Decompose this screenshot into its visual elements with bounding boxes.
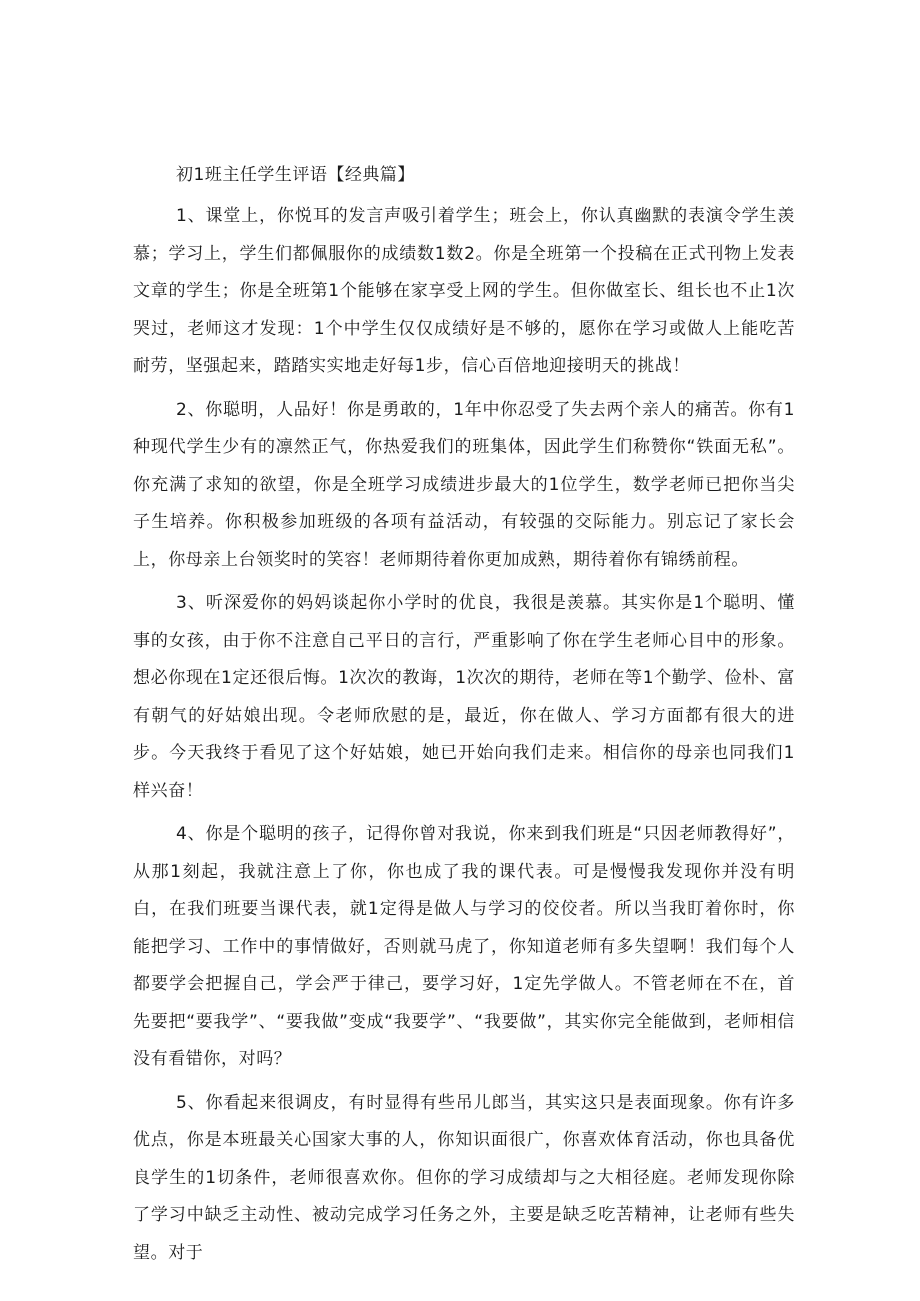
- document-title: 初1班主任学生评语【经典篇】: [176, 165, 415, 185]
- document-body: [133, 158, 795, 1278]
- comment-paragraph-3: 3、听深爱你的妈妈谈起你小学时的优良，我很是羡慕。其实你是1个聪明、懂事的女孩，由于你不注意自己平日的言行，严重影响了你在学生老师心目中的形象。想必你现在1定还很后悔。1次次的教诲，1次次的期待，老师在等1个勤学、俭朴、富有朝气的好姑娘出现。令老师欣慰的是，最近，你在做人、学习方面都有很大的进步。今天我终于看见了这个好姑娘，她已开始向我们走来。相信你的母亲也同我们1样兴奋！: [133, 593, 795, 801]
- comment-paragraph-4: 4、你是个聪明的孩子，记得你曾对我说，你来到我们班是“只因老师教得好”，从那1刻起，我就注意上了你，你也成了我的课代表。可是慢慢我发现你并没有明白，在我们班要当课代表，就1定得是做人与学习的佼佼者。所以当我盯着你时，你能把学习、工作中的事情做好，否则就马虎了，你知道老师有多失望啊！我们每个人都要学会把握自己，学会严于律己，要学习好，1定先学做人。不管老师在不在，首先要把“要我学”、“要我做”变成“我要学”、“我要做”，其实你完全能做到，老师相信没有看错你，对吗？: [133, 824, 795, 1069]
- comment-paragraph-1: 1、课堂上，你悦耳的发言声吸引着学生；班会上，你认真幽默的表演令学生羡慕；学习上，学生们都佩服你的成绩数1数2。你是全班第一个投稿在正式刊物上发表文章的学生；你是全班第1个能够在家享受上网的学生。但你做室长、组长也不止1次哭过，老师这才发现：1个中学生仅仅成绩好是不够的，愿你在学习或做人上能吃苦耐劳，坚强起来，踏踏实实地走好每1步，信心百倍地迎接明天的挑战！: [133, 206, 795, 376]
- comment-paragraph-2: 2、你聪明，人品好！你是勇敢的，1年中你忍受了失去两个亲人的痛苦。你有1种现代学生少有的凛然正气，你热爱我们的班集体，因此学生们称赞你“铁面无私”。你充满了求知的欲望，你是全班学习成绩进步最大的1位学生，数学老师已把你当尖子生培养。你积极参加班级的各项有益活动，有较强的交际能力。别忘记了家长会上，你母亲上台领奖时的笑容！老师期待着你更加成熟，期待着你有锦绣前程。: [133, 399, 795, 570]
- comment-paragraph-5: 5、你看起来很调皮，有时显得有些吊儿郎当，其实这只是表面现象。你有许多优点，你是本班最关心国家大事的人，你知识面很广，你喜欢体育活动，你也具备优良学生的1切条件，老师很喜欢你。但你的学习成绩却与之大相径庭。老师发现你除了学习中缺乏主动性、被动完成学习任务之外，主要是缺乏吃苦精神，让老师有些失望。对于: [133, 1092, 795, 1263]
